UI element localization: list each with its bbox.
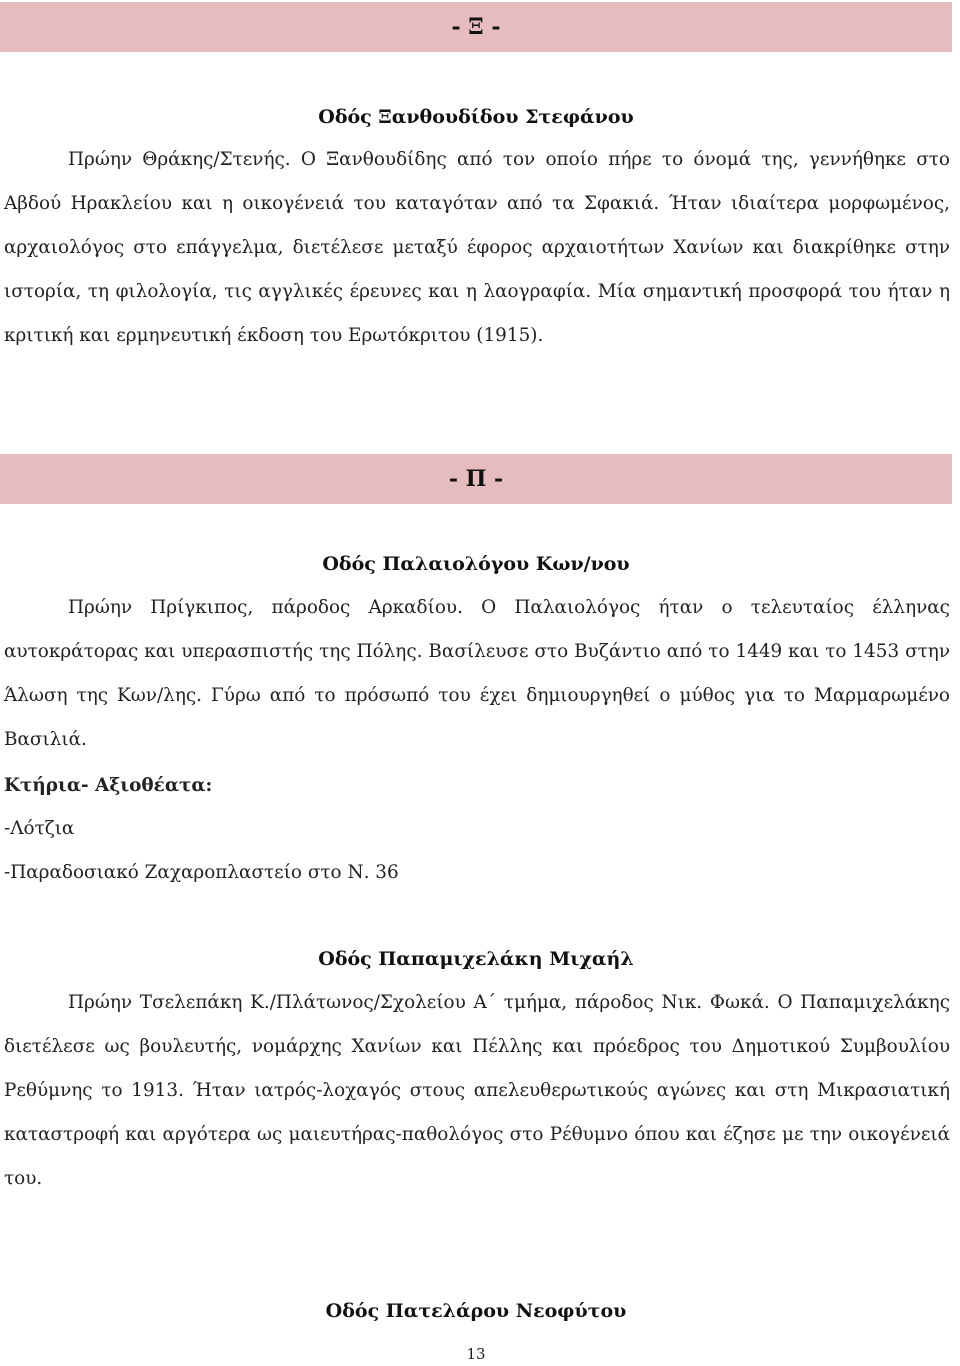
- street-title: Οδός Πατελάρου Νεοφύτου: [325, 1300, 627, 1322]
- street-title: Οδός Παλαιολόγου Κων/νου: [322, 553, 630, 575]
- page-number: 13: [466, 1345, 486, 1363]
- street-title: Οδός Ξανθουδίδου Στεφάνου: [318, 106, 634, 128]
- sight-item: -Λότζια: [4, 818, 75, 839]
- section-band-xi: - Ξ -: [0, 2, 952, 52]
- section-band-pi: - Π -: [0, 454, 952, 504]
- street-description: Πρώην Πρίγκιπος, πάροδος Αρκαδίου. Ο Παλαιολόγος ήταν ο τελευταίος έλληνας αυτοκράτορας και υπερασπιστής της Πόλης. Βασίλευσε στο Βυζάντιο από το 1449 και το 1453 στην Άλωση της Κων/λης. Γύρω από το πρόσωπό του έχει δημιουργηθεί ο μύθος για το Μαρμαρωμένο Βασιλιά.: [4, 597, 950, 750]
- street-description: Πρώην Θράκης/Στενής. Ο Ξανθουδίδης από τον οποίο πήρε το όνομά της, γεννήθηκε στο Αβδού Ηρακλείου και η οικογένειά του καταγόταν από τα Σφακιά. Ήταν ιδιαίτερα μορφωμένος, αρχαιολόγος στο επάγγελμα, διετέλεσε μεταξύ έφορος αρχαιοτήτων Χανίων και διακρίθηκε στην ιστορία, τη φιλολογία, τις αγγλικές έρευνες και η λαογραφία. Μία σημαντική προσφορά του ήταν η κριτική και ερμηνευτική έκδοση του Ερωτόκριτου (1915).: [4, 149, 950, 346]
- street-title: Οδός Παπαμιχελάκη Μιχαήλ: [318, 948, 634, 970]
- sights-label: Κτήρια- Αξιοθέατα:: [4, 775, 213, 796]
- street-description: Πρώην Τσελεπάκη Κ./Πλάτωνος/Σχολείου Α΄ τμήμα, πάροδος Νικ. Φωκά. Ο Παπαμιχελάκης διετέλεσε ως βουλευτής, νομάρχης Χανίων και Πέλλης και πρόεδρος του Δημοτικού Συμβουλίου Ρεθύμνης το 1913. Ήταν ιατρός-λοχαγός στους απελευθερωτικούς αγώνες και στη Μικρασιατική καταστροφή και αργότερα ως μαιευτήρας-παθολόγος στο Ρέθυμνο όπου και έζησε με την οικογένειά του.: [4, 992, 950, 1189]
- sight-item: -Παραδοσιακό Ζαχαροπλαστείο στο Ν. 36: [4, 862, 399, 883]
